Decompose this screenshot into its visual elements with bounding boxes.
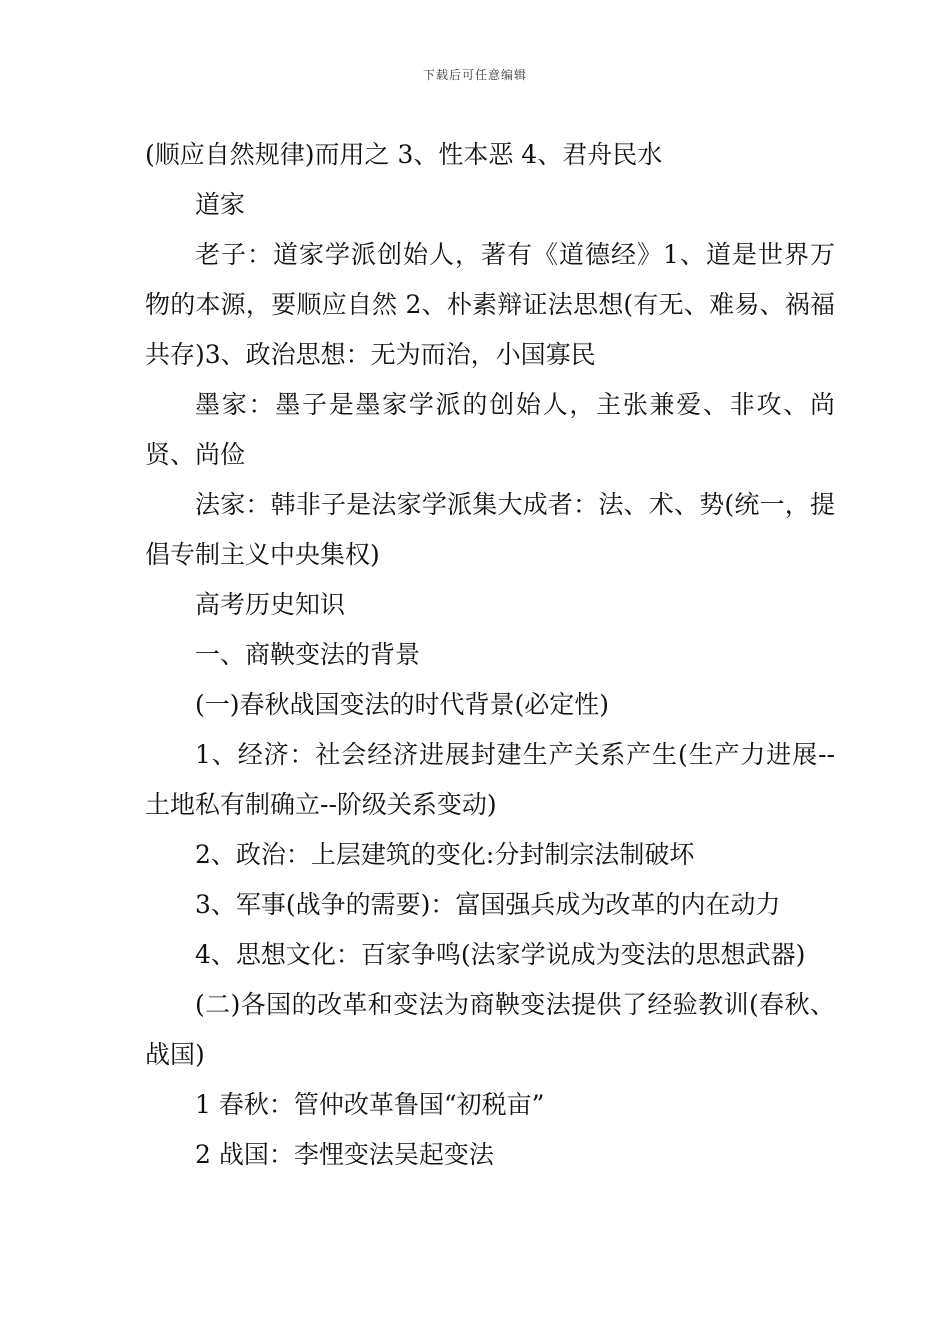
- paragraph-laozi: 老子：道家学派创始人，著有《道德经》1、道是世界万物的本源，要顺应自然 2、朴素辩证法思想(有无、难易、祸福共存)3、政治思想：无为而治，小国寡民: [145, 240, 835, 369]
- paragraph-mohism: 墨家：墨子是墨家学派的创始人，主张兼爱、非攻、尚贤、尚俭: [145, 390, 835, 469]
- page-header-note: 下载后可任意编辑: [422, 68, 527, 82]
- heading-shang-yang-background: 一、商鞅变法的背景: [195, 640, 421, 669]
- subheading-era-background: (一)春秋战国变法的时代背景(必定性): [195, 690, 610, 719]
- list-item-military: 3、军事(战争的需要)：富国强兵成为改革的内在动力: [195, 890, 781, 919]
- list-item-culture: 4、思想文化：百家争鸣(法家学说成为变法的思想武器): [195, 940, 806, 969]
- heading-gaokao-history: 高考历史知识: [195, 590, 346, 619]
- list-item-spring-autumn: 1 春秋：管仲改革鲁国“初税亩”: [195, 1090, 545, 1119]
- heading-daoism: 道家: [195, 190, 246, 219]
- paragraph-confucian-tail: (顺应自然规律)而用之 3、性本恶 4、君舟民水: [145, 140, 663, 169]
- document-body: [145, 130, 835, 1180]
- list-item-warring-states: 2 战国：李悝变法吴起变法: [195, 1140, 494, 1169]
- subheading-reforms-lessons: (二)各国的改革和变法为商鞅变法提供了经验教训(春秋、战国): [145, 990, 835, 1069]
- list-item-politics: 2、政治：上层建筑的变化:分封制宗法制破坏: [195, 840, 695, 869]
- list-item-economy: 1、经济：社会经济进展封建生产关系产生(生产力进展--土地私有制确立--阶级关系变动): [145, 740, 835, 819]
- paragraph-legalism: 法家：韩非子是法家学派集大成者：法、术、势(统一，提倡专制主义中央集权): [145, 490, 835, 569]
